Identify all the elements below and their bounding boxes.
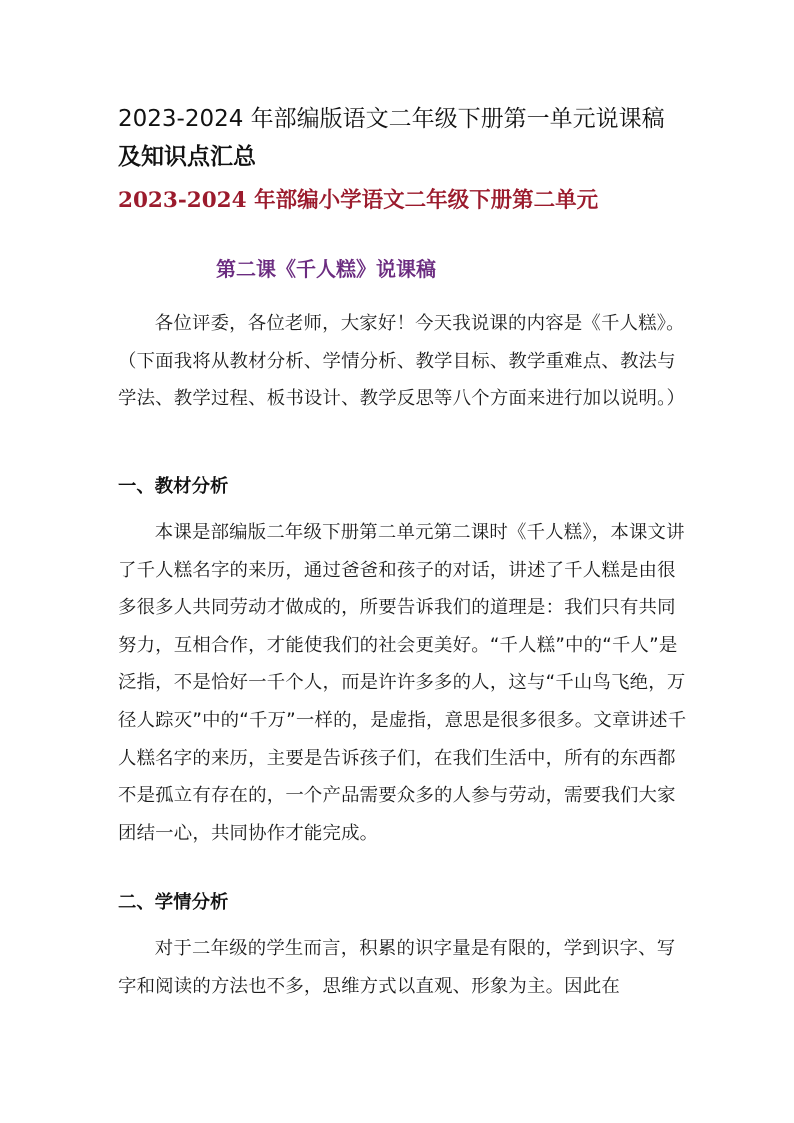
section-heading-textbook-analysis: 一、教材分析 (118, 476, 229, 497)
lesson-title: 第二课《千人糕》说课稿 (216, 257, 436, 281)
textbook-analysis-paragraph: 本课是部编版二年级下册第二单元第二课时《千人糕》，本课文讲了千人糕名字的来历，通过爸爸和孩子的对话，讲述了千人糕是由很多很多人共同劳动才做成的，所要告诉我们的道理是：我们只有共同努力，互相合作，才能使我们的社会更美好。“千人糕”中的“千人”是泛指，不是恰好一千个人，而是许许多多的人，这与“千山鸟飞绝，万径人踪灭”中的“千万”一样的，是虚指，意思是很多很多。文章讲述千人糕名字的来历，主要是告诉孩子们，在我们生活中，所有的东西都不是孤立有存在的，一个产品需要众多的人参与劳动，需要我们大家团结一心，共同协作才能完成。 (118, 522, 687, 844)
document-title-line1: 2023-2024 年部编版语文二年级下册第一单元说课稿 (118, 106, 665, 132)
unit-title: 2023-2024 年部编小学语文二年级下册第二单元 (118, 188, 599, 213)
student-analysis-paragraph: 对于二年级的学生而言，积累的识字量是有限的，学到识字、写字和阅读的方法也不多，思维方式以直观、形象为主。因此在 (118, 938, 676, 997)
intro-paragraph: 各位评委，各位老师，大家好！今天我说课的内容是《千人糕》。（下面我将从教材分析、学情分析、教学目标、教学重难点、教法与学法、教学过程、板书设计、教学反思等八个方面来进行加以说明。） (118, 313, 686, 410)
document-title-line2: 及知识点汇总 (118, 144, 256, 170)
section-heading-student-analysis: 二、学情分析 (118, 892, 229, 913)
